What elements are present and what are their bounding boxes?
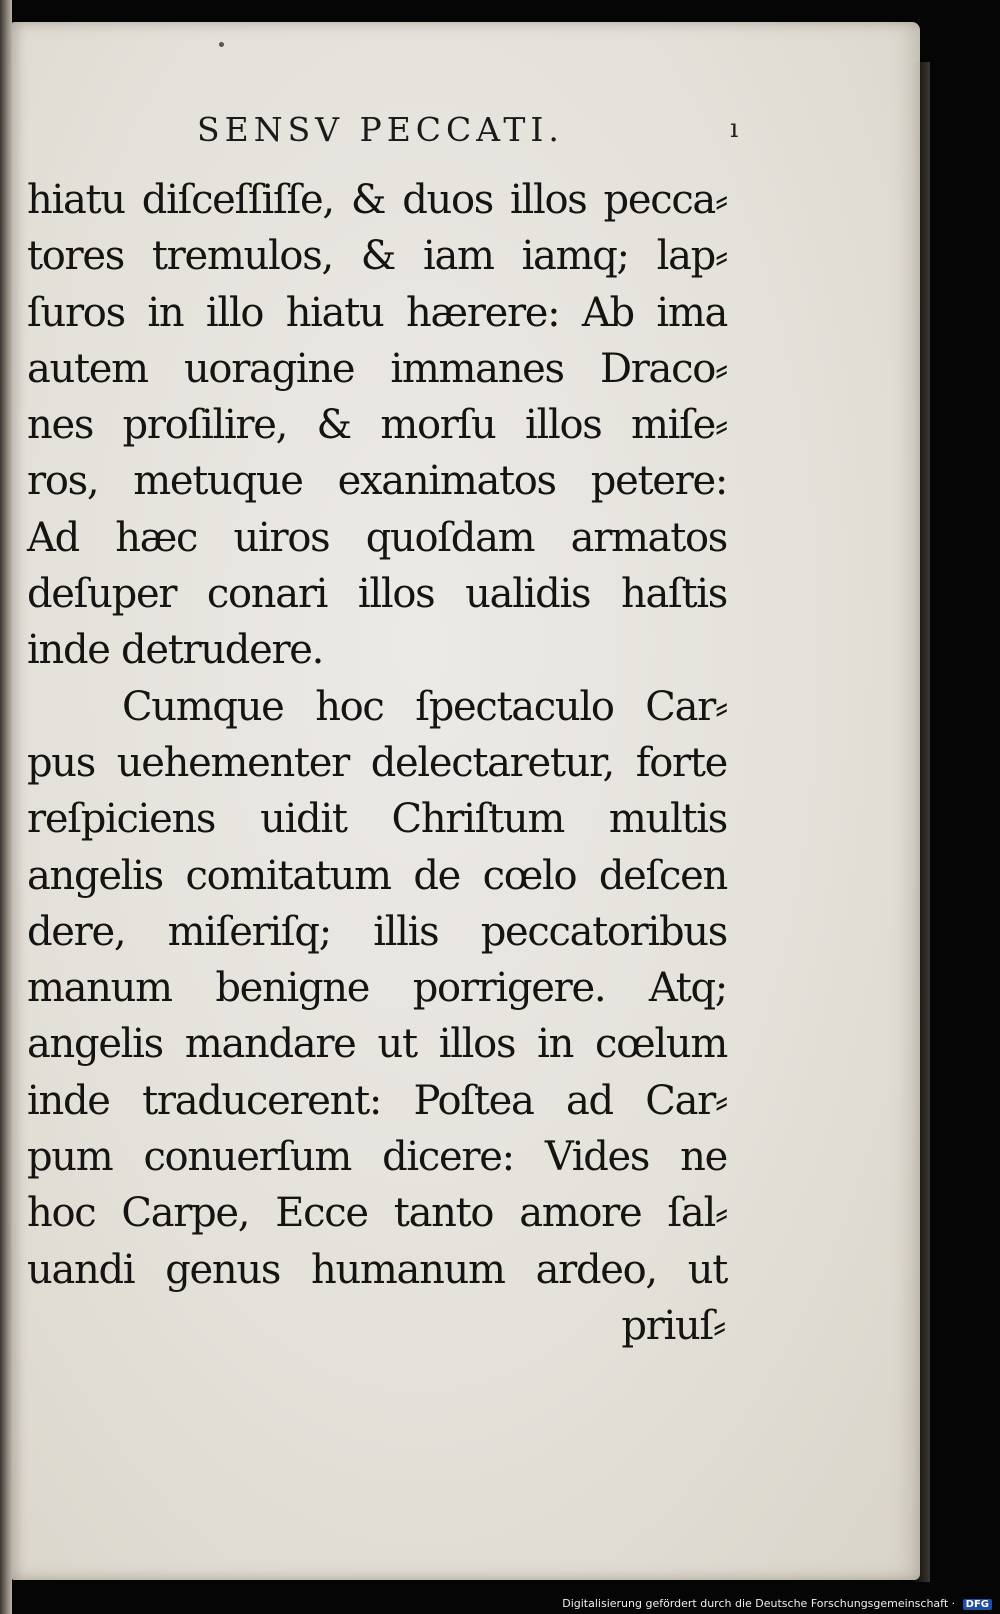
text-line: Cumque hoc ſpectaculo Car⸗: [122, 683, 727, 730]
page-edge-shadow: [912, 62, 930, 1582]
ink-dot: [219, 42, 224, 47]
text-line: deſuper conari illos ualidis haſtis: [27, 571, 727, 618]
dfg-logo: DFG: [963, 1599, 992, 1610]
text-line: Ad hæc uiros quoſdam armatos: [27, 514, 727, 561]
text-line: hoc Carpe, Ecce tanto amore ſal⸗: [27, 1190, 727, 1237]
text-line: dere, miſeriſq; illis peccatoribus: [27, 908, 727, 955]
page-text: [27, 172, 727, 1354]
head-mark: ı: [730, 114, 739, 144]
book-page: [12, 22, 920, 1580]
text-line: nes proſilire, & morſu illos miſe⸗: [27, 402, 727, 449]
digitization-credit: [562, 1597, 992, 1610]
text-line: autem uoragine immanes Draco⸗: [27, 345, 727, 392]
catchword: priuſ⸗: [621, 1302, 725, 1349]
text-line: reſpiciens uidit Chriſtum multis: [27, 796, 727, 843]
text-line: uandi genus humanum ardeo, ut: [27, 1246, 727, 1293]
running-head: SENSV PECCATI.: [197, 110, 564, 149]
credit-text: Digitalisierung gefördert durch die Deutsche Forschungsgemeinschaft ·: [562, 1597, 956, 1610]
text-line: manum benigne porrigere. Atq;: [27, 965, 727, 1012]
text-line: inde traducerent: Poſtea ad Car⸗: [27, 1077, 727, 1124]
book-spine: [0, 0, 12, 1614]
text-line: ſuros in illo hiatu hærere: Ab ima: [27, 289, 727, 336]
text-line: hiatu diſceſſiſſe, & duos illos pecca⸗: [27, 177, 727, 223]
text-line: angelis mandare ut illos in cœlum: [27, 1021, 727, 1068]
text-line: angelis comitatum de cœlo deſcen: [27, 852, 727, 899]
text-line: tores tremulos, & iam iamq; lap⸗: [27, 233, 727, 280]
text-line: ros, metuque exanimatos petere:: [27, 458, 727, 505]
text-line: pum conuerſum dicere: Vides ne: [27, 1134, 727, 1181]
text-line: inde detrudere.: [27, 627, 324, 674]
text-line: pus uehementer delectaretur, forte: [27, 739, 727, 786]
